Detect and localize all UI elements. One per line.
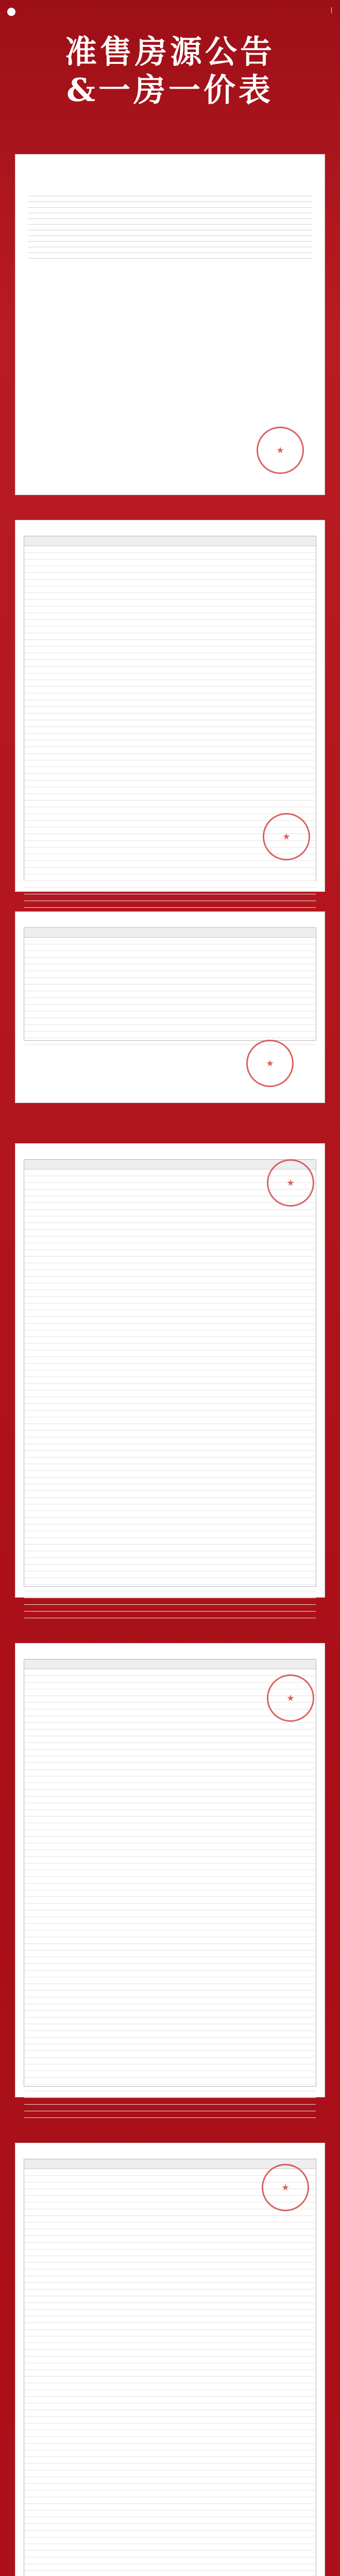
table-row — [24, 2024, 316, 2031]
table-row — [24, 700, 316, 707]
table-row — [24, 1270, 316, 1277]
table-row — [24, 2018, 316, 2024]
title-line-1: 准售房源公告 — [64, 33, 275, 71]
table-row — [24, 1957, 316, 1964]
table-row — [24, 1944, 316, 1951]
table-row — [24, 1984, 316, 1991]
table-row — [24, 1743, 316, 1750]
table-row — [24, 868, 316, 874]
table-row — [24, 1484, 316, 1491]
table-row — [24, 1790, 316, 1797]
table-row — [24, 1897, 316, 1904]
table-row — [24, 2269, 316, 2276]
table-row — [24, 2363, 316, 2370]
table-row — [24, 1810, 316, 1817]
table-row — [24, 1837, 316, 1843]
table-row — [24, 640, 316, 647]
table-row — [24, 1357, 316, 1364]
table-row — [24, 774, 316, 781]
table-row — [24, 1350, 316, 1357]
table-row — [24, 1431, 316, 1437]
table-row — [24, 944, 316, 951]
table-row — [24, 1971, 316, 1977]
sheet-title — [15, 912, 325, 916]
table-row — [24, 1890, 316, 1897]
stamp-icon — [257, 427, 304, 474]
table-row — [24, 1257, 316, 1263]
table-row — [24, 2064, 316, 2071]
table-row — [24, 2111, 316, 2118]
table-row — [24, 1884, 316, 1890]
table-row — [24, 1817, 316, 1823]
table-row — [24, 1730, 316, 1736]
table-row — [24, 1551, 316, 1558]
table-row — [24, 2071, 316, 2078]
table-row — [24, 2437, 316, 2444]
stamp-icon — [263, 813, 310, 860]
table-row — [24, 801, 316, 807]
table-row — [24, 881, 316, 888]
table-row — [24, 2256, 316, 2263]
table-row — [24, 560, 316, 566]
table-row — [24, 2511, 316, 2517]
table-row — [24, 2397, 316, 2403]
table-row — [24, 687, 316, 693]
price-table-sheet-5 — [15, 2143, 325, 2576]
table-row — [24, 1571, 316, 1578]
table-row — [24, 1384, 316, 1391]
table-row — [24, 1870, 316, 1877]
price-table — [24, 2159, 316, 2576]
price-table — [24, 1159, 316, 1587]
table-row — [24, 1216, 316, 1223]
table-row — [24, 2444, 316, 2450]
table-row — [24, 2517, 316, 2524]
table-row — [24, 1391, 316, 1397]
table-row — [24, 1370, 316, 1377]
table-row — [24, 740, 316, 747]
table-row — [24, 1297, 316, 1303]
table-row — [24, 2044, 316, 2051]
table-row — [24, 1005, 316, 1011]
table-row — [24, 2098, 316, 2105]
table-row — [24, 1411, 316, 1417]
table-row — [24, 2296, 316, 2303]
table-row — [24, 964, 316, 971]
table-row — [24, 1924, 316, 1930]
table-row — [24, 1917, 316, 1924]
table-row — [24, 1250, 316, 1257]
price-table — [24, 927, 316, 1041]
table-row — [24, 1578, 316, 1585]
table-row — [24, 2038, 316, 2044]
table-row — [24, 546, 316, 553]
table-row — [24, 553, 316, 560]
table-row — [24, 1750, 316, 1756]
table-row — [24, 1025, 316, 1031]
table-row — [24, 1843, 316, 1850]
table-row — [24, 2051, 316, 2058]
table-row — [24, 1464, 316, 1471]
table-row — [24, 1857, 316, 1863]
table-row — [24, 1910, 316, 1917]
stamp-icon — [262, 2164, 309, 2211]
table-row — [24, 1930, 316, 1937]
table-row — [24, 2229, 316, 2236]
table-row — [24, 2504, 316, 2511]
table-row — [24, 1451, 316, 1458]
table-row — [24, 1478, 316, 1484]
table-row — [24, 1364, 316, 1370]
table-row — [24, 2343, 316, 2350]
table-row — [24, 1404, 316, 1411]
table-row — [24, 1531, 316, 1538]
sheet-title — [15, 1144, 325, 1148]
table-row — [24, 1504, 316, 1511]
table-row — [24, 754, 316, 760]
table-row — [24, 1397, 316, 1404]
table-row — [24, 1498, 316, 1504]
stamp-icon — [246, 1040, 294, 1087]
page-title — [0, 33, 340, 109]
table-row — [24, 1591, 316, 1598]
table-row — [24, 874, 316, 881]
table-row — [24, 606, 316, 613]
table-header — [24, 928, 316, 938]
price-table-sheet-2 — [15, 912, 325, 1103]
table-row — [24, 991, 316, 998]
table-row — [24, 1518, 316, 1524]
brand-separator — [331, 7, 332, 13]
table-row — [24, 2303, 316, 2310]
table-row — [24, 660, 316, 667]
table-row — [24, 1344, 316, 1350]
table-row — [24, 2310, 316, 2316]
table-row — [24, 2571, 316, 2576]
table-row — [24, 1417, 316, 1424]
table-row — [24, 2084, 316, 2091]
table-row — [24, 2336, 316, 2343]
table-row — [24, 1243, 316, 1250]
table-row — [24, 680, 316, 687]
table-row — [24, 620, 316, 626]
table-row — [24, 2564, 316, 2571]
table-row — [24, 593, 316, 600]
table-row — [24, 1303, 316, 1310]
table-row — [24, 1830, 316, 1837]
table-row — [24, 2091, 316, 2098]
price-table-sheet-4 — [15, 1643, 325, 2097]
table-row — [24, 734, 316, 740]
brand-right — [326, 7, 332, 13]
table-row — [24, 1783, 316, 1790]
table-row — [24, 760, 316, 767]
table-row — [24, 2316, 316, 2323]
table-row — [24, 1377, 316, 1384]
table-row — [24, 673, 316, 680]
table-row — [24, 2105, 316, 2111]
table-row — [24, 1524, 316, 1531]
table-row — [24, 693, 316, 700]
table-row — [24, 2377, 316, 2383]
table-row — [24, 951, 316, 958]
table-row — [24, 1605, 316, 1612]
table-row — [24, 2490, 316, 2497]
table-row — [24, 1863, 316, 1870]
sheet-title — [15, 1643, 325, 1648]
table-row — [24, 781, 316, 787]
table-row — [24, 1763, 316, 1770]
table-row — [24, 2537, 316, 2544]
table-row — [24, 2209, 316, 2216]
table-row — [24, 2531, 316, 2537]
table-row — [24, 1797, 316, 1803]
table-row — [24, 2390, 316, 2397]
table-row — [24, 958, 316, 964]
table-row — [24, 1018, 316, 1025]
table-row — [24, 2350, 316, 2357]
table-row — [24, 1723, 316, 1730]
brand-left — [7, 6, 19, 18]
table-row — [24, 1937, 316, 1944]
table-row — [24, 978, 316, 985]
title-line-2: &一房一价表 — [66, 71, 274, 109]
stamp-icon — [267, 1674, 314, 1722]
table-row — [24, 2524, 316, 2531]
table-row — [24, 938, 316, 944]
table-row — [24, 794, 316, 801]
table-row — [24, 2078, 316, 2084]
table-row — [24, 1585, 316, 1591]
table-row — [24, 2544, 316, 2551]
table-row — [24, 1337, 316, 1344]
table-row — [24, 2216, 316, 2223]
table-row — [24, 2276, 316, 2283]
table-row — [24, 1031, 316, 1038]
table-row — [24, 1424, 316, 1431]
table-row — [24, 787, 316, 794]
table-row — [24, 2283, 316, 2290]
table-row — [24, 894, 316, 901]
table-row — [24, 998, 316, 1005]
table-row — [24, 1558, 316, 1565]
table-row — [24, 1770, 316, 1776]
price-table-sheet-1 — [15, 520, 325, 891]
table-row — [24, 971, 316, 978]
table-row — [24, 1203, 316, 1210]
table-row — [24, 2058, 316, 2064]
table-row — [24, 586, 316, 593]
table-row — [24, 1491, 316, 1498]
table-row — [24, 1676, 316, 1683]
table-row — [24, 1964, 316, 1971]
table-row — [24, 2457, 316, 2464]
table-row — [24, 807, 316, 814]
price-table — [24, 1659, 316, 2087]
table-row — [24, 626, 316, 633]
table-row — [24, 2430, 316, 2437]
table-row — [24, 647, 316, 653]
table-row — [24, 767, 316, 774]
table-row — [24, 901, 316, 908]
table-row — [24, 861, 316, 868]
brand-logo-icon — [7, 8, 15, 16]
table-row — [24, 1230, 316, 1236]
table-row — [24, 653, 316, 660]
table-row — [24, 1991, 316, 1997]
table-row — [24, 2004, 316, 2011]
table-row — [24, 1223, 316, 1230]
sheet-title — [15, 520, 325, 524]
table-row — [24, 2330, 316, 2336]
table-row — [24, 1236, 316, 1243]
table-row — [24, 2464, 316, 2470]
table-row — [24, 613, 316, 620]
table-row — [24, 1736, 316, 1743]
table-header — [24, 536, 316, 546]
table-row — [24, 747, 316, 754]
table-row — [24, 1756, 316, 1763]
table-row — [24, 707, 316, 714]
table-row — [24, 2557, 316, 2564]
table-row — [24, 1669, 316, 1676]
table-row — [24, 1612, 316, 1618]
table-row — [24, 1877, 316, 1884]
table-row — [24, 2470, 316, 2477]
table-row — [24, 2011, 316, 2018]
table-row — [24, 1716, 316, 1723]
table-row — [24, 2497, 316, 2504]
table-row — [24, 1471, 316, 1478]
table-row — [24, 1290, 316, 1297]
table-row — [24, 2031, 316, 2038]
table-row — [24, 720, 316, 727]
table-row — [24, 1458, 316, 1464]
table-row — [24, 1545, 316, 1551]
table-row — [24, 2417, 316, 2424]
table-row — [24, 1330, 316, 1337]
table-row — [24, 2477, 316, 2484]
top-bar — [0, 0, 340, 24]
sheet-title — [15, 155, 325, 159]
table-row — [24, 2223, 316, 2229]
table-row — [24, 1011, 316, 1018]
table-row — [24, 1598, 316, 1605]
table-row — [24, 1951, 316, 1957]
table-row — [24, 2357, 316, 2363]
table-row — [24, 1904, 316, 1910]
table-row — [24, 888, 316, 894]
table-row — [24, 2323, 316, 2330]
table-row — [24, 2236, 316, 2243]
table-row — [24, 2410, 316, 2417]
table-header — [24, 1659, 316, 1669]
table-row — [24, 600, 316, 606]
table-row — [24, 2290, 316, 2296]
table-row — [24, 1997, 316, 2004]
table-row — [24, 2551, 316, 2557]
table-row — [24, 2249, 316, 2256]
table-row — [24, 566, 316, 573]
table-row — [24, 714, 316, 720]
table-row — [24, 1977, 316, 1984]
table-row — [24, 633, 316, 640]
table-row — [24, 1511, 316, 1518]
table-row — [24, 1437, 316, 1444]
sheet-title — [15, 2143, 325, 2147]
table-row — [24, 2383, 316, 2390]
table-row — [24, 1210, 316, 1216]
table-row — [24, 727, 316, 734]
table-row — [24, 667, 316, 673]
announcement-sheet — [15, 155, 325, 495]
table-row — [24, 985, 316, 991]
table-row — [24, 2403, 316, 2410]
price-table-sheet-3 — [15, 1144, 325, 1597]
table-row — [24, 2424, 316, 2430]
table-row — [24, 1444, 316, 1451]
table-row — [24, 1277, 316, 1283]
table-row — [24, 1324, 316, 1330]
table-row — [24, 1776, 316, 1783]
table-row — [24, 1317, 316, 1324]
table-row — [24, 1803, 316, 1810]
table-row — [24, 2484, 316, 2490]
table-row — [24, 2263, 316, 2269]
table-row — [24, 573, 316, 580]
table-row — [24, 1823, 316, 1830]
table-row — [24, 1283, 316, 1290]
table-row — [24, 580, 316, 586]
table-row — [24, 1538, 316, 1545]
table-row — [24, 1310, 316, 1317]
table-row — [24, 2243, 316, 2249]
stamp-icon — [267, 1159, 314, 1207]
table-row — [24, 1263, 316, 1270]
table-row — [24, 1850, 316, 1857]
table-row — [24, 1565, 316, 1571]
table-row — [24, 2370, 316, 2377]
table-row — [24, 2450, 316, 2457]
